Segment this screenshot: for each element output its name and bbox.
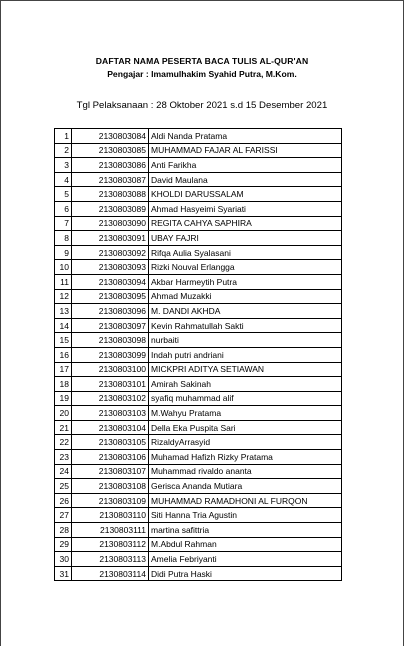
table-row [55,245,342,260]
table-row [55,231,342,246]
student-name: Akbar Harmeytih Putra [149,274,342,289]
table-row [55,391,342,406]
student-id: 2130803114 [72,566,149,581]
row-number: 18 [55,377,72,392]
row-number: 20 [55,406,72,421]
table-row [55,289,342,304]
student-name: Didi Putra Haski [149,566,342,581]
student-id: 2130803098 [72,333,149,348]
student-name: Ahmad Muzakki [149,289,342,304]
student-name: KHOLDI DARUSSALAM [149,187,342,202]
table-row [55,493,342,508]
participant-table-body [55,129,342,581]
student-id: 2130803106 [72,450,149,465]
student-name: Anti Farikha [149,158,342,173]
student-name: Kevin Rahmatullah Sakti [149,318,342,333]
student-name: M.Wahyu Pratama [149,406,342,421]
table-row [55,333,342,348]
student-name: M.Abdul Rahman [149,537,342,552]
student-id: 2130803102 [72,391,149,406]
student-id: 2130803095 [72,289,149,304]
table-row [55,552,342,567]
table-row [55,508,342,523]
table-row [55,347,342,362]
table-row [55,479,342,494]
table-row [55,304,342,319]
table-row [55,420,342,435]
table-row [55,274,342,289]
row-number: 6 [55,201,72,216]
row-number: 28 [55,523,72,538]
student-name: David Maulana [149,172,342,187]
row-number: 29 [55,537,72,552]
table-row [55,318,342,333]
row-number: 22 [55,435,72,450]
student-id: 2130803111 [72,523,149,538]
student-name: Muhammad rivaldo ananta [149,464,342,479]
table-row [55,377,342,392]
row-number: 11 [55,274,72,289]
table-row [55,260,342,275]
row-number: 9 [55,245,72,260]
row-number: 3 [55,158,72,173]
table-row [55,172,342,187]
student-name: UBAY FAJRI [149,231,342,246]
participant-table [54,128,342,581]
table-row [55,201,342,216]
row-number: 15 [55,333,72,348]
student-name: Della Eka Puspita Sari [149,420,342,435]
student-id: 2130803094 [72,274,149,289]
student-id: 2130803103 [72,406,149,421]
table-row [55,187,342,202]
row-number: 13 [55,304,72,319]
student-id: 2130803110 [72,508,149,523]
student-name: Ahmad Hasyeimi Syariati [149,201,342,216]
table-row [55,129,342,144]
student-id: 2130803113 [72,552,149,567]
student-name: RizaldyArrasyid [149,435,342,450]
student-id: 2130803092 [72,245,149,260]
table-row [55,216,342,231]
schedule-date: Tgl Pelaksanaan : 28 Oktober 2021 s.d 15 Desember 2021 [76,100,328,111]
student-id: 2130803096 [72,304,149,319]
student-name: nurbaiti [149,333,342,348]
teacher-line: Pengajar : Imamulhakim Syahid Putra, M.Kom. [107,69,297,79]
student-name: MUHAMMAD RAMADHONI AL FURQON [149,493,342,508]
row-number: 31 [55,566,72,581]
row-number: 7 [55,216,72,231]
student-id: 2130803104 [72,420,149,435]
student-id: 2130803086 [72,158,149,173]
row-number: 16 [55,347,72,362]
student-id: 2130803107 [72,464,149,479]
student-name: Siti Hanna Tria Agustin [149,508,342,523]
row-number: 23 [55,450,72,465]
table-row [55,523,342,538]
row-number: 10 [55,260,72,275]
student-name: Amelia Febriyanti [149,552,342,567]
student-id: 2130803084 [72,129,149,144]
table-row [55,537,342,552]
row-number: 14 [55,318,72,333]
row-number: 12 [55,289,72,304]
row-number: 5 [55,187,72,202]
student-id: 2130803085 [72,143,149,158]
row-number: 27 [55,508,72,523]
student-name: Rizki Nouval Erlangga [149,260,342,275]
row-number: 30 [55,552,72,567]
student-id: 2130803097 [72,318,149,333]
student-id: 2130803091 [72,231,149,246]
student-name: REGITA CAHYA SAPHIRA [149,216,342,231]
student-name: Gerisca Ananda Mutiara [149,479,342,494]
table-row [55,450,342,465]
row-number: 17 [55,362,72,377]
student-id: 2130803105 [72,435,149,450]
row-number: 25 [55,479,72,494]
row-number: 26 [55,493,72,508]
row-number: 19 [55,391,72,406]
student-name: M. DANDI AKHDA [149,304,342,319]
row-number: 1 [55,129,72,144]
student-name: Indah putri andriani [149,347,342,362]
document-header [1,55,403,81]
student-id: 2130803100 [72,362,149,377]
student-name: MICKPRI ADITYA SETIAWAN [149,362,342,377]
table-row [55,406,342,421]
student-name: Aldi Nanda Pratama [149,129,342,144]
table-row [55,435,342,450]
student-id: 2130803109 [72,493,149,508]
student-name: Amirah Sakinah [149,377,342,392]
table-row [55,464,342,479]
student-id: 2130803087 [72,172,149,187]
student-name: Muhamad Hafizh Rizky Pratama [149,450,342,465]
row-number: 24 [55,464,72,479]
student-id: 2130803099 [72,347,149,362]
table-row [55,566,342,581]
row-number: 21 [55,420,72,435]
student-id: 2130803101 [72,377,149,392]
student-id: 2130803112 [72,537,149,552]
student-id: 2130803089 [72,201,149,216]
document-title: DAFTAR NAMA PESERTA BACA TULIS AL-QUR'AN [95,56,309,66]
row-number: 4 [55,172,72,187]
student-id: 2130803093 [72,260,149,275]
row-number: 8 [55,231,72,246]
student-id: 2130803108 [72,479,149,494]
table-row [55,362,342,377]
student-name: MUHAMMAD FAJAR AL FARISSI [149,143,342,158]
table-row [55,158,342,173]
student-name: Rifqa Aulia Syalasani [149,245,342,260]
student-name: syafiq muhammad alif [149,391,342,406]
row-number: 2 [55,143,72,158]
student-name: martina safittria [149,523,342,538]
student-id: 2130803088 [72,187,149,202]
table-row [55,143,342,158]
student-id: 2130803090 [72,216,149,231]
